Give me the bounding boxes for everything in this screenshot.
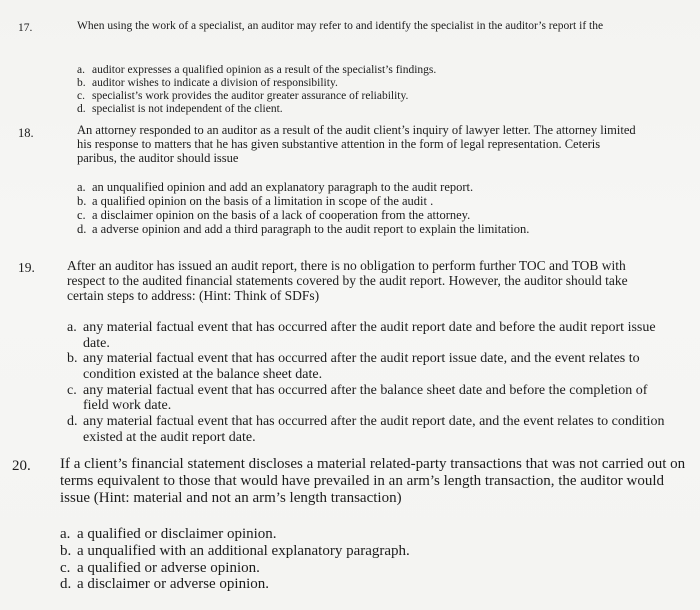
option-d bbox=[77, 222, 597, 236]
option-text: any material factual event that has occurred after the audit report issue date, and the event relates to condition existed at the balance sheet date. bbox=[83, 351, 640, 383]
option-text: any material factual event that has occurred after the balance sheet date and before the completion of field work date. bbox=[83, 382, 648, 414]
option-letter: b. bbox=[77, 76, 86, 89]
option-text: auditor wishes to indicate a division of responsibility. bbox=[92, 76, 338, 89]
option-b bbox=[60, 543, 660, 560]
option-b bbox=[77, 194, 597, 208]
question-stem: If a client’s financial statement discloses a material related-party transactions that was not carried out on terms equivalent to those that would have prevailed in an arm’s length transaction, the auditor would issue (Hint: material and not an arm’s length transaction) bbox=[60, 456, 686, 506]
option-text: any material factual event that has occurred after the audit report date and before the audit report issue date. bbox=[83, 320, 656, 351]
option-c bbox=[77, 208, 597, 222]
option-text: a qualified opinion on the basis of a limitation in scope of the audit . bbox=[92, 194, 434, 208]
option-letter: a. bbox=[77, 64, 85, 76]
option-d bbox=[67, 414, 667, 445]
option-a bbox=[77, 64, 617, 77]
option-text: a disclaimer opinion on the basis of a lack of cooperation from the attorney. bbox=[92, 208, 471, 222]
answer-options bbox=[67, 320, 667, 445]
option-text: any material factual event that has occurred after the audit report date, and the event relates to condition existed at the audit report date. bbox=[83, 414, 665, 445]
option-letter: a. bbox=[77, 180, 86, 194]
option-text: a adverse opinion and add a third paragraph to the audit report to explain the limitation. bbox=[92, 222, 530, 236]
option-letter: c. bbox=[67, 382, 77, 398]
option-text: specialist’s work provides the auditor greater assurance of reliability. bbox=[92, 89, 409, 102]
option-d bbox=[60, 576, 660, 593]
option-letter: b. bbox=[60, 542, 72, 559]
option-b bbox=[77, 77, 617, 90]
option-c bbox=[60, 560, 660, 577]
option-d bbox=[77, 103, 617, 116]
answer-options bbox=[77, 64, 617, 116]
option-text: a qualified or disclaimer opinion. bbox=[77, 526, 277, 542]
option-text: auditor expresses a qualified opinion as a result of the specialist’s findings. bbox=[92, 64, 437, 76]
question-number: 17. bbox=[18, 22, 33, 34]
option-letter: d. bbox=[60, 576, 72, 593]
option-letter: b. bbox=[67, 351, 78, 367]
option-letter: b. bbox=[77, 194, 87, 208]
option-text: an unqualified opinion and add an explanatory paragraph to the audit report. bbox=[92, 180, 474, 194]
option-c bbox=[77, 90, 617, 103]
question-number: 20. bbox=[12, 458, 31, 474]
option-letter: d. bbox=[77, 222, 87, 236]
answer-options bbox=[77, 180, 597, 236]
option-letter: a. bbox=[60, 526, 71, 542]
option-text: specialist is not independent of the client. bbox=[92, 102, 283, 115]
option-letter: c. bbox=[60, 559, 71, 576]
question-stem: When using the work of a specialist, an auditor may refer to and identify the specialist in the auditor’s report if the bbox=[77, 20, 604, 32]
option-a bbox=[77, 180, 597, 194]
question-number: 19. bbox=[18, 260, 35, 275]
option-text: a qualified or adverse opinion. bbox=[77, 559, 260, 576]
option-letter: d. bbox=[77, 102, 86, 115]
option-letter: a. bbox=[67, 320, 77, 335]
option-a bbox=[60, 526, 660, 543]
question-stem: After an auditor has issued an audit report, there is no obligation to perform further TOC and TOB with respect to the audited financial statements covered by the audit report. However, the auditor should take certain steps to address: (Hint: Think of SDFs) bbox=[67, 258, 628, 304]
option-c bbox=[67, 383, 667, 414]
option-b bbox=[67, 351, 667, 382]
question-number: 18. bbox=[18, 126, 34, 140]
option-a bbox=[67, 320, 667, 351]
answer-options bbox=[60, 526, 660, 593]
option-text: a disclaimer or adverse opinion. bbox=[77, 576, 270, 593]
question-stem: An attorney responded to an auditor as a result of the audit client’s inquiry of lawyer letter. The attorney limited his response to matters that he has given substantive attention in the form of legal representation. Ceteris paribus, the auditor should issue bbox=[77, 123, 636, 165]
option-letter: c. bbox=[77, 89, 85, 102]
option-letter: c. bbox=[77, 208, 86, 222]
option-text: a unqualified with an additional explanatory paragraph. bbox=[77, 542, 410, 559]
option-letter: d. bbox=[67, 414, 78, 430]
